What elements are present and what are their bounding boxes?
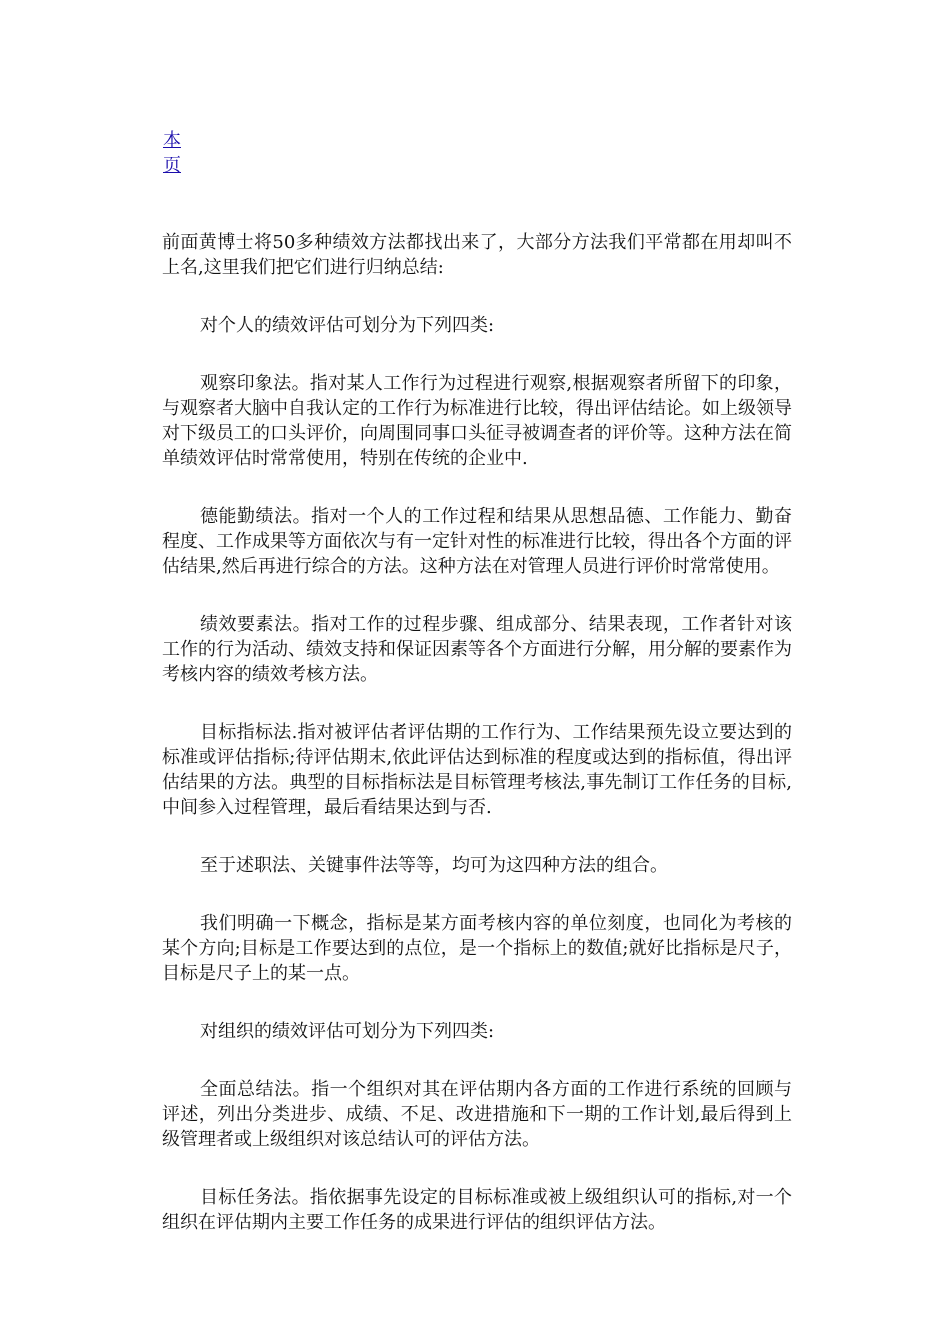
- virtue-ability-method-paragraph: 德能勤绩法。指对一个人的工作过程和结果从思想品德、工作能力、勤奋程度、工作成果等方面依次与有一定针对性的标准进行比较，得出各个方面的评估结果,然后再进行综合的方法。这种方法在对管理人员进行评价时常常使用。: [162, 506, 792, 577]
- intro-paragraph: 前面黄博士将50多种绩效方法都找出来了，大部分方法我们平常都在用却叫不上名,这里我们把它们进行归纳总结:: [162, 232, 792, 278]
- link-char-2[interactable]: 页: [163, 155, 181, 176]
- concept-definition-paragraph: 我们明确一下概念，指标是某方面考核内容的单位刻度，也同化为考核的某个方向;目标是工作要达到的点位，是一个指标上的数值;就好比指标是尺子，目标是尺子上的某一点。: [162, 913, 792, 984]
- target-task-method-paragraph: 目标任务法。指依据事先设定的目标标准或被上级组织认可的指标,对一个组织在评估期内主要工作任务的成果进行评估的组织评估方法。: [162, 1187, 792, 1233]
- individual-section-heading: 对个人的绩效评估可划分为下列四类:: [200, 315, 495, 336]
- article-body: [162, 230, 792, 1268]
- this-page-link[interactable]: [163, 128, 185, 178]
- observation-method-paragraph: 观察印象法。指对某人工作行为过程进行观察,根据观察者所留下的印象，与观察者大脑中自我认定的工作行为标准进行比较，得出评估结论。如上级领导对下级员工的口头评价，向周围同事口头征寻被调查者的评价等。这种方法在简单绩效评估时常常使用，特别在传统的企业中.: [162, 373, 792, 469]
- combination-note-paragraph: 至于述职法、关键事件法等等，均可为这四种方法的组合。: [200, 855, 668, 876]
- comprehensive-summary-method-paragraph: 全面总结法。指一个组织对其在评估期内各方面的工作进行系统的回顾与评述，列出分类进步、成绩、不足、改进措施和下一期的工作计划,最后得到上级管理者或上级组织对该总结认可的评估方法。: [162, 1079, 792, 1150]
- organization-section-heading: 对组织的绩效评估可划分为下列四类:: [200, 1021, 495, 1042]
- performance-element-method-paragraph: 绩效要素法。指对工作的过程步骤、组成部分、结果表现，工作者针对该工作的行为活动、绩效支持和保证因素等各个方面进行分解，用分解的要素作为考核内容的绩效考核方法。: [162, 614, 792, 685]
- link-char-1[interactable]: 本: [163, 130, 181, 151]
- target-indicator-method-paragraph: 目标指标法.指对被评估者评估期的工作行为、工作结果预先设立要达到的标准或评估指标;待评估期末,依此评估达到标准的程度或达到的指标值，得出评估结果的方法。典型的目标指标法是目标管理考核法,事先制订工作任务的目标,中间参入过程管理，最后看结果达到与否.: [162, 722, 792, 818]
